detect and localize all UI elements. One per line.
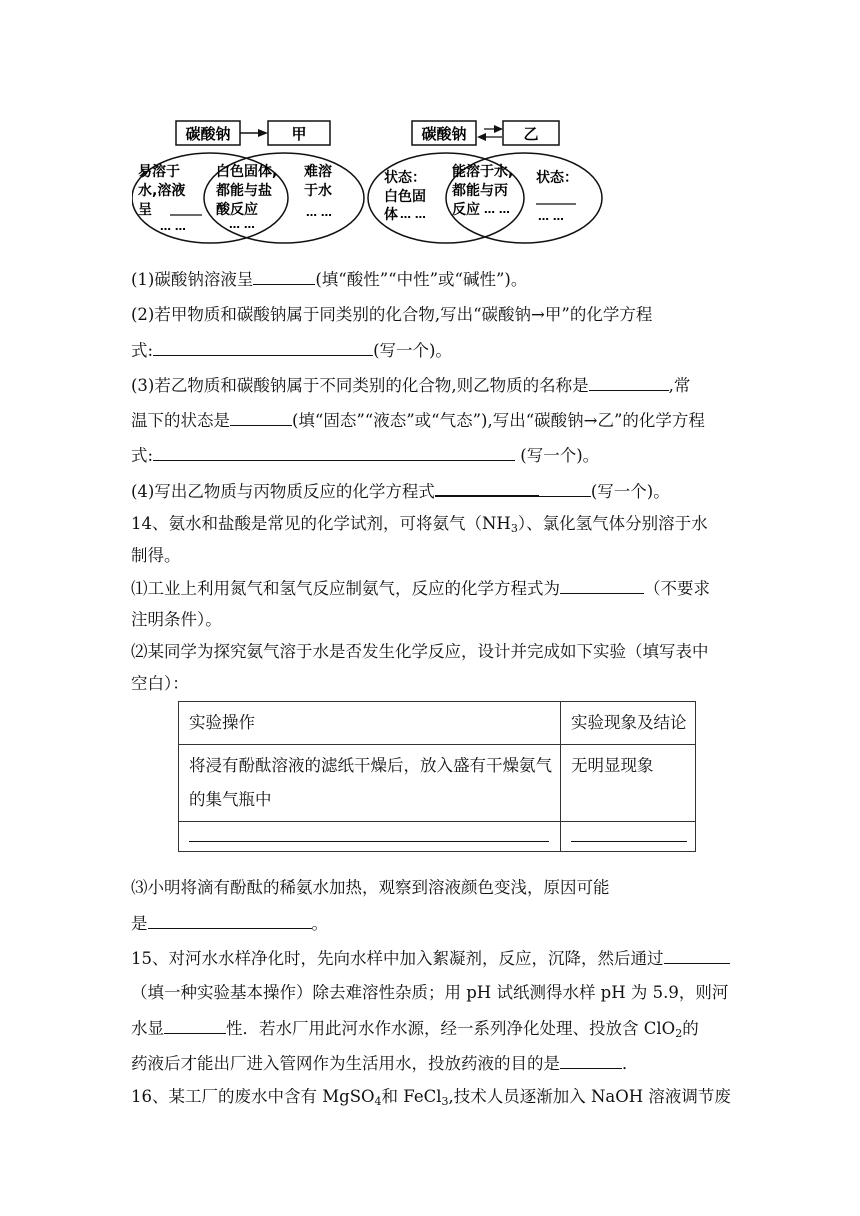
blank-input[interactable] xyxy=(435,480,539,497)
blank-input[interactable] xyxy=(153,445,515,461)
box2-label-right: 乙 xyxy=(523,125,539,143)
lm-4: … … xyxy=(229,218,255,231)
subscript: 4 xyxy=(374,1095,382,1108)
rl-2: 白色固 xyxy=(384,189,426,205)
table-row xyxy=(179,745,696,822)
text: ． xyxy=(622,1054,639,1073)
lm-2: 都能与盐 xyxy=(216,183,272,199)
text: 式: xyxy=(131,446,154,465)
box1-label: 碳酸钠 xyxy=(185,125,231,143)
arrow-head xyxy=(258,129,268,137)
q15-line3 xyxy=(131,1018,699,1039)
blank-input[interactable] xyxy=(189,826,549,842)
row1-phenomenon: 无明显现象 xyxy=(561,745,696,822)
experiment-table xyxy=(178,701,696,852)
q13-part2-line2 xyxy=(131,340,452,361)
header-operation: 实验操作 xyxy=(179,702,561,745)
text: (1)碳酸钠溶液呈 xyxy=(131,270,254,289)
blank-input[interactable] xyxy=(560,578,644,594)
lm-1: 白色固体, xyxy=(216,164,278,180)
blank-input[interactable] xyxy=(664,948,730,964)
text: 15、对河水水样净化时，先向水样中加入絮凝剂，反应，沉降，然后通过 xyxy=(131,949,664,968)
text: 性．若水厂用此河水作水源，经一系列净化处理、投放含 ClO xyxy=(226,1019,676,1038)
text: ⑶小明将滴有酚酞的稀氨水加热，观察到溶液颜色变浅，原因可能 xyxy=(131,878,610,897)
q13-part3-line1 xyxy=(131,375,690,396)
text: 药液后才能出厂进入管网作为生活用水，投放药液的目的是 xyxy=(131,1054,560,1073)
arrow-right-bottom-head xyxy=(477,133,486,141)
q15-line4 xyxy=(131,1053,639,1074)
rl-3: 体 xyxy=(384,207,398,223)
arrow-right-top-head xyxy=(494,125,503,133)
diagram-left xyxy=(132,121,364,243)
lr-2: 于水 xyxy=(304,183,332,199)
subscript: 2 xyxy=(675,1027,683,1040)
rm-4: … … xyxy=(484,203,510,216)
q14-line2 xyxy=(131,546,181,566)
text: (写一个)。 xyxy=(373,341,452,360)
q14-line6 xyxy=(131,674,189,694)
q14-line4 xyxy=(131,610,222,630)
rr-2: … … xyxy=(538,210,564,223)
text: (3)若乙物质和碳酸钠属于不同类别的化合物,则乙物质的名称是 xyxy=(131,376,589,395)
q16-line1 xyxy=(131,1087,731,1107)
text: 注明条件）。 xyxy=(131,610,222,629)
diagram-right xyxy=(368,121,602,243)
rr-1: 状态： xyxy=(536,170,578,186)
text: 是 xyxy=(131,914,148,933)
blank-input-2[interactable] xyxy=(539,481,591,497)
text: 的 xyxy=(682,1019,699,1038)
text: 水显 xyxy=(131,1019,164,1038)
text: (写一个)。 xyxy=(515,446,600,465)
text: 14、氨水和盐酸是常见的化学试剂，可将氨气（NH xyxy=(131,514,511,533)
text: (填“酸性”“中性”或“碱性”)。 xyxy=(315,270,528,289)
q14-line3 xyxy=(131,578,710,599)
text: 温下的状态是 xyxy=(131,411,230,430)
text: （填一种实验基本操作）除去难溶性杂质；用 pH 试纸测得水样 pH 为 5.9，则河 xyxy=(131,983,729,1002)
q14-line8 xyxy=(131,913,328,934)
ll-3: 呈 xyxy=(138,202,152,218)
text: ⑵某同学为探究氨气溶于水是否发生化学反应，设计并完成如下实验（填写表中 xyxy=(131,642,709,661)
rm-2: 都能与丙 xyxy=(452,183,508,199)
text: 和 FeCl xyxy=(381,1087,442,1106)
venn-diagram xyxy=(132,112,612,247)
q14-line5 xyxy=(131,642,709,662)
q15-line2 xyxy=(131,983,728,1003)
ll-2: 水,溶液 xyxy=(138,183,186,199)
table-header-row xyxy=(179,702,696,745)
box2-label: 甲 xyxy=(291,125,307,143)
text: 16、某工厂的废水中含有 MgSO xyxy=(131,1087,375,1106)
text: 制得。 xyxy=(131,546,181,565)
q14-line1 xyxy=(131,514,708,534)
text: (写一个)。 xyxy=(590,482,670,501)
text: 空白）： xyxy=(131,674,189,693)
text: (4)写出乙物质与丙物质反应的化学方程式 xyxy=(131,482,435,501)
header-phenomenon: 实验现象及结论 xyxy=(561,702,696,745)
subscript: 3 xyxy=(510,522,518,535)
rl-4: … … xyxy=(400,208,426,221)
rm-3: 反应 xyxy=(452,202,480,218)
text: （不要求 xyxy=(644,579,710,598)
text: ,技术人员逐渐加入 NaOH 溶液调节废 xyxy=(448,1087,731,1106)
ll-4: … … xyxy=(160,220,186,233)
q13-part4 xyxy=(131,480,670,502)
q13-part1 xyxy=(131,269,527,290)
table-row-blank xyxy=(179,822,696,852)
text: (2)若甲物质和碳酸钠属于同类别的化合物,写出“碳酸钠→甲”的化学方程 xyxy=(131,305,653,324)
lm-3: 酸反应 xyxy=(216,202,258,218)
blank-input[interactable] xyxy=(560,1053,622,1069)
q14-line7 xyxy=(131,878,610,898)
text: ,常 xyxy=(668,376,691,395)
blank-input[interactable] xyxy=(253,269,315,285)
blank-input[interactable] xyxy=(148,913,312,929)
blank-input[interactable] xyxy=(164,1018,226,1034)
text: 。 xyxy=(311,914,328,933)
subscript: 3 xyxy=(441,1095,449,1108)
q15-line1 xyxy=(131,948,730,969)
blank-input[interactable] xyxy=(153,340,373,356)
q13-part3-line3 xyxy=(131,445,599,466)
box1-label-right: 碳酸钠 xyxy=(421,125,467,143)
q13-part2-line1 xyxy=(131,305,652,325)
text: 式: xyxy=(131,341,154,360)
lr-1: 难溶 xyxy=(304,164,332,180)
q13-part3-line2 xyxy=(131,410,705,431)
row1-operation: 将浸有酚酞溶液的滤纸干燥后，放入盛有干燥氨气的集气瓶中 xyxy=(179,745,561,822)
text: (填“固态”“液态”或“气态”),写出“碳酸钠→乙”的化学方程 xyxy=(292,411,705,430)
blank-input[interactable] xyxy=(571,826,687,842)
row2-operation-blank[interactable] xyxy=(179,822,561,852)
row2-phenomenon-blank[interactable] xyxy=(561,822,696,852)
lr-3: … … xyxy=(306,206,332,219)
rl-1: 状态： xyxy=(384,170,426,186)
rm-1: 能溶于水, xyxy=(452,164,514,180)
blank-input[interactable] xyxy=(589,375,669,391)
text: ）、氯化氢气体分别溶于水 xyxy=(517,514,708,533)
ll-1: 易溶于 xyxy=(138,164,180,180)
text: ⑴工业上利用氮气和氢气反应制氨气，反应的化学方程式为 xyxy=(131,579,560,598)
blank-input[interactable] xyxy=(230,410,292,426)
